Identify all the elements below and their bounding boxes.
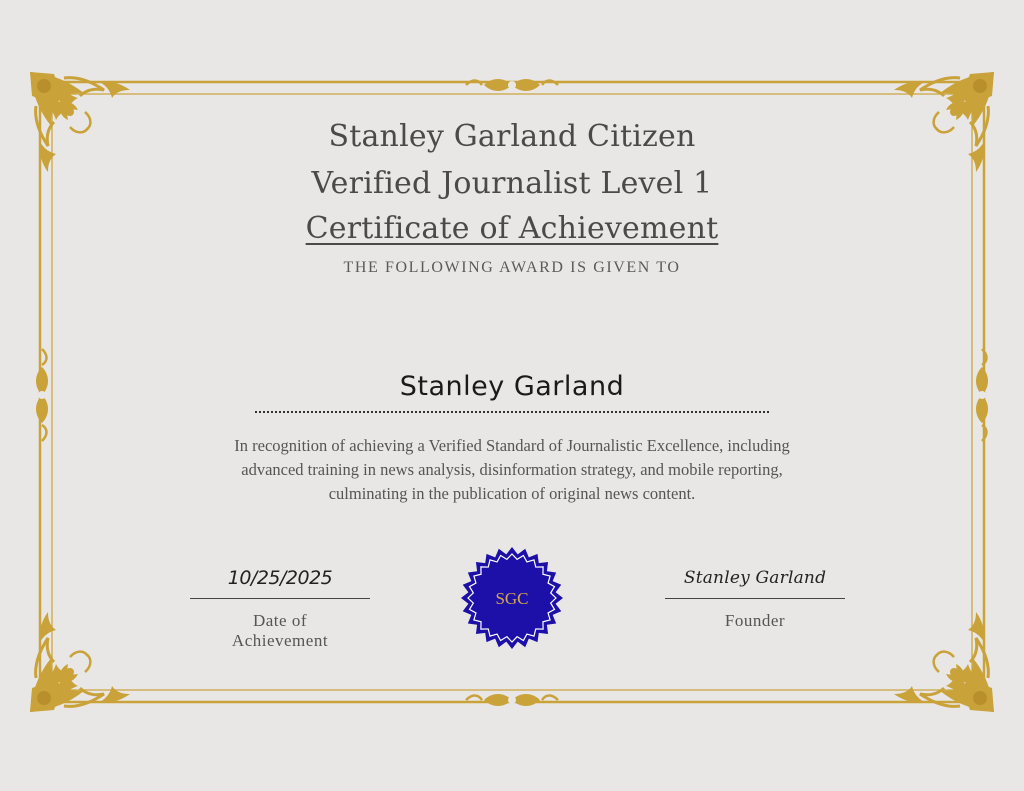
founder-block (665, 560, 845, 631)
ornate-corner-icon (30, 612, 130, 712)
founder-label: Founder (724, 611, 786, 630)
date-label (190, 611, 370, 651)
flourish-icon (466, 694, 558, 706)
award-description: In recognition of achieving a Verified Standard of Journalistic Excellence, including advanced training in news analysis, disinformation strategy, and mobile reporting, culminating in the publication of original news content. (234, 436, 790, 503)
date-label-line-2: Achievement (231, 631, 329, 650)
ornate-corner-icon (894, 612, 994, 712)
certificate-heading: Certificate of Achievement (305, 211, 719, 246)
seal-badge-icon (460, 546, 564, 650)
date-signature-line (190, 598, 370, 599)
seal-text: SGC (495, 589, 529, 608)
award-subtitle: THE FOLLOWING AWARD IS GIVEN TO (343, 259, 681, 276)
recipient-name: Stanley Garland (399, 371, 625, 402)
recipient-underline (255, 411, 769, 413)
founder-signature-line (665, 598, 845, 599)
date-label-line-1: Date of (252, 611, 307, 630)
certificate-title-line-2: Verified Journalist Level 1 (311, 166, 713, 201)
date-block (190, 560, 370, 651)
certificate-title-line-1: Stanley Garland Citizen (328, 119, 696, 154)
certificate-title-line-3 (0, 205, 1024, 252)
founder-signature: Stanley Garland (683, 568, 827, 588)
achievement-date: 10/25/2025 (227, 567, 333, 589)
